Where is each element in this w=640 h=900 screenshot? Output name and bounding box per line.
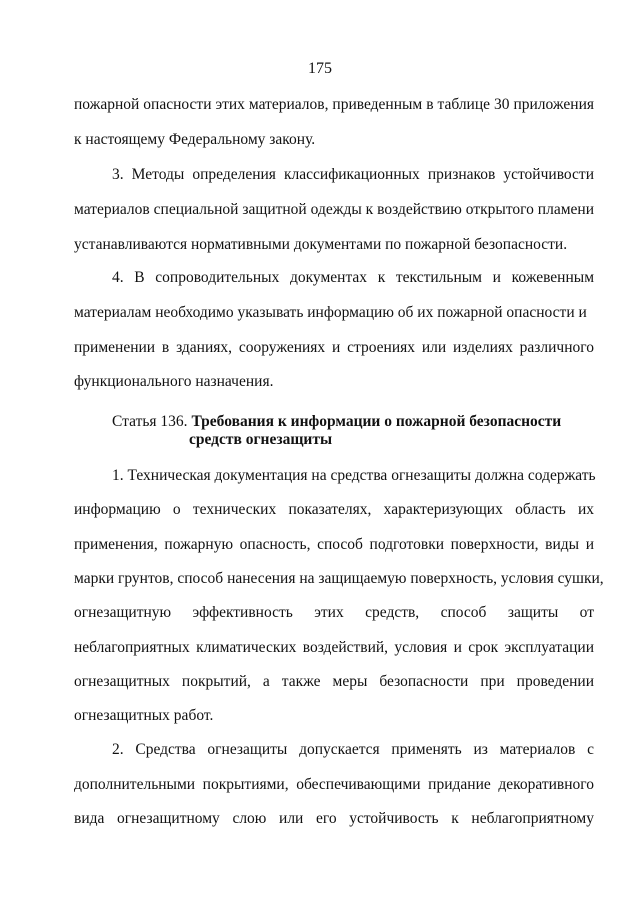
paragraph-line: 4. В сопроводительных документах к текстильным и кожевенным <box>112 269 594 286</box>
paragraph-line: материалов специальной защитной одежды к воздействию открытого пламени <box>74 201 594 218</box>
page-number: 175 <box>308 60 332 77</box>
paragraph-line: устанавливаются нормативными документами по пожарной безопасности. <box>74 236 568 253</box>
paragraph-line: пожарной опасности этих материалов, приведенным в таблице 30 приложения <box>74 96 594 113</box>
paragraph-line: 2. Средства огнезащиты допускается применять из материалов с <box>112 741 594 758</box>
paragraph-line: марки грунтов, способ нанесения на защищаемую поверхность, условия сушки, <box>74 570 604 587</box>
article-heading <box>112 412 561 432</box>
paragraph-line: дополнительными покрытиями, обеспечивающими придание декоративного <box>74 776 594 793</box>
paragraph-line: к настоящему Федеральному закону. <box>74 131 316 148</box>
paragraph-line: применения, пожарную опасность, способ подготовки поверхности, виды и <box>74 536 594 553</box>
paragraph-line: огнезащитных покрытий, а также меры безопасности при проведении <box>74 673 594 690</box>
paragraph-line: функционального назначения. <box>74 373 274 390</box>
paragraph-line: огнезащитных работ. <box>74 707 214 724</box>
paragraph-line: 3. Методы определения классификационных признаков устойчивости <box>112 166 594 183</box>
paragraph-line: материалам необходимо указывать информацию об их пожарной опасности и <box>74 304 587 321</box>
paragraph-line: вида огнезащитному слою или его устойчивость к неблагоприятному <box>74 810 594 827</box>
paragraph-line: применении в зданиях, сооружениях и строениях или изделиях различного <box>74 339 594 356</box>
article-title-continued: средств огнезащиты <box>189 431 333 448</box>
article-number: Статья 136. <box>112 413 188 430</box>
paragraph-line: 1. Техническая документация на средства огнезащиты должна содержать <box>112 467 596 484</box>
article-title: Требования к информации о пожарной безопасности <box>191 413 562 430</box>
paragraph-line: неблагоприятных климатических воздействий, условия и срок эксплуатации <box>74 639 594 656</box>
paragraph-line: информацию о технических показателях, характеризующих область их <box>74 501 594 518</box>
paragraph-line: огнезащитную эффективность этих средств, способ защиты от <box>74 604 594 621</box>
